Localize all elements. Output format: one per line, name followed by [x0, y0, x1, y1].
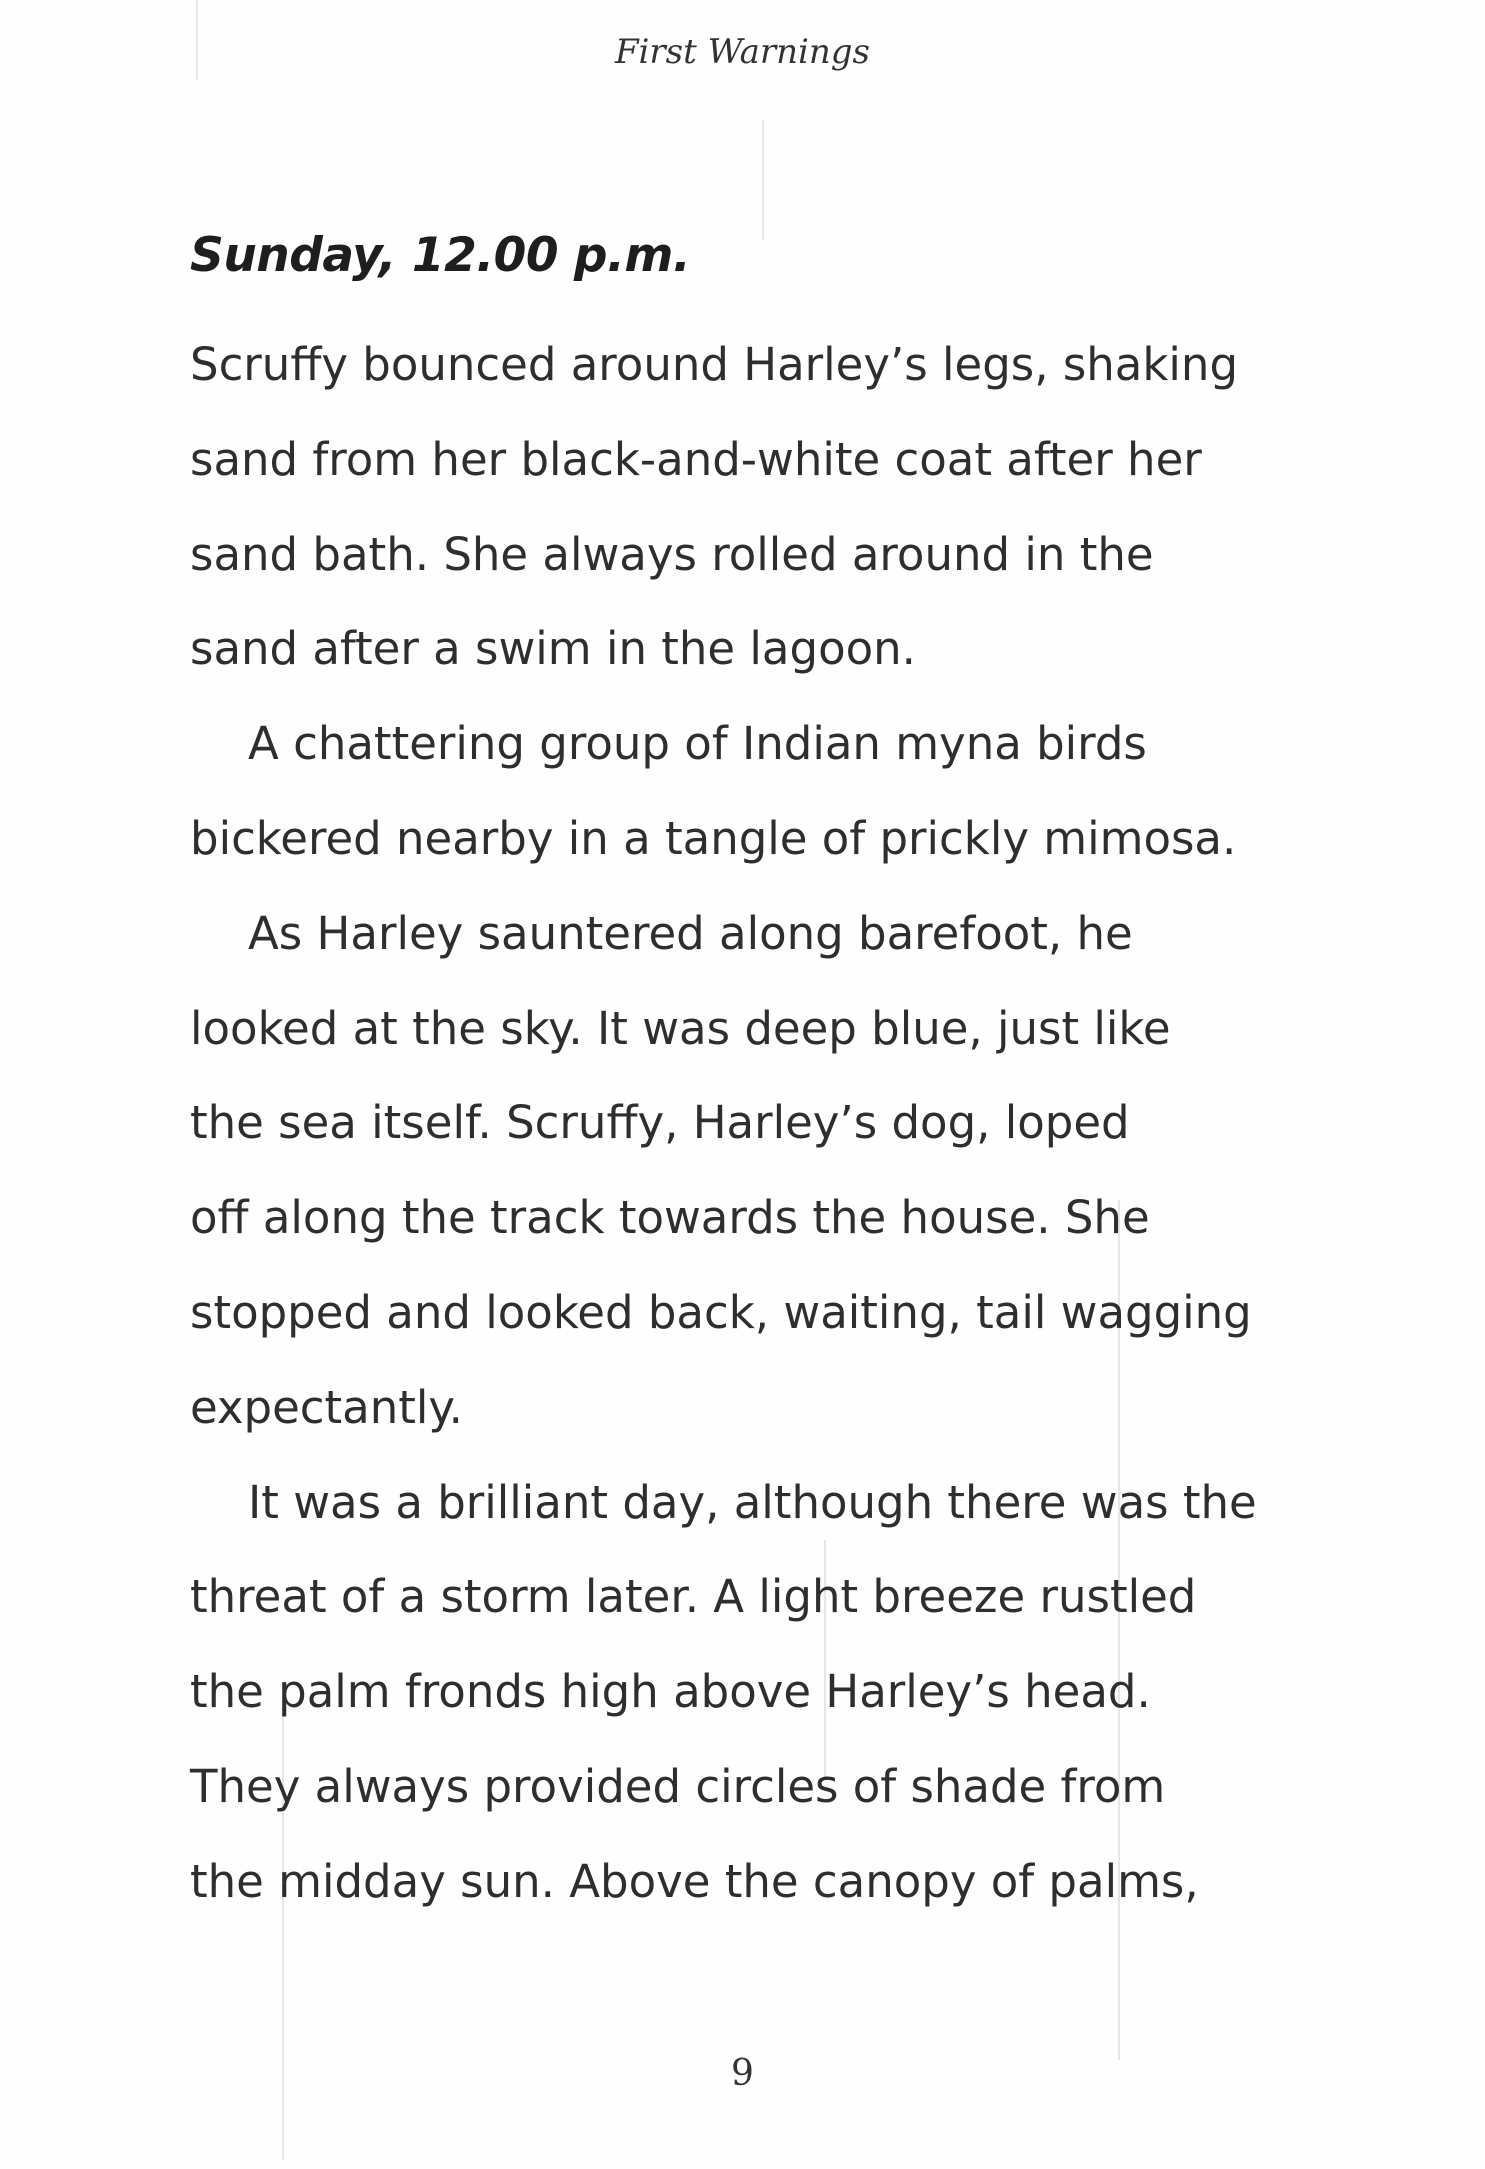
text-line: the sea itself. Scruffy, Harley’s dog, loped: [190, 1096, 1130, 1150]
text-line: sand bath. She always rolled around in the: [190, 527, 1154, 581]
section-heading: Sunday, 12.00 p.m.: [190, 228, 691, 283]
text-line: the palm fronds high above Harley’s head.: [190, 1665, 1151, 1719]
text-line: expectantly.: [190, 1380, 463, 1434]
scan-streak: [762, 120, 764, 240]
text-line: They always provided circles of shade from: [190, 1759, 1166, 1813]
text-line: It was a brilliant day, although there was the: [248, 1475, 1257, 1529]
text-line: Scruffy bounced around Harley’s legs, shaking: [190, 338, 1239, 391]
text-line: bickered nearby in a tangle of prickly mimosa.: [190, 811, 1237, 865]
text-line: off along the track towards the house. She: [190, 1191, 1150, 1245]
text-line: looked at the sky. It was deep blue, just like: [190, 1001, 1171, 1055]
text-line: the midday sun. Above the canopy of palms,: [190, 1854, 1199, 1908]
body-text: [190, 318, 1350, 1930]
running-head: First Warnings: [614, 32, 871, 72]
text-line: sand after a swim in the lagoon.: [190, 622, 916, 676]
text-line: stopped and looked back, waiting, tail wagging: [190, 1285, 1252, 1339]
text-line: As Harley sauntered along barefoot, he: [248, 906, 1133, 960]
text-line: sand from her black-and-white coat after her: [190, 432, 1202, 486]
text-line: threat of a storm later. A light breeze rustled: [190, 1570, 1197, 1624]
page-number: 9: [731, 2053, 754, 2094]
text-line: A chattering group of Indian myna birds: [248, 717, 1147, 771]
